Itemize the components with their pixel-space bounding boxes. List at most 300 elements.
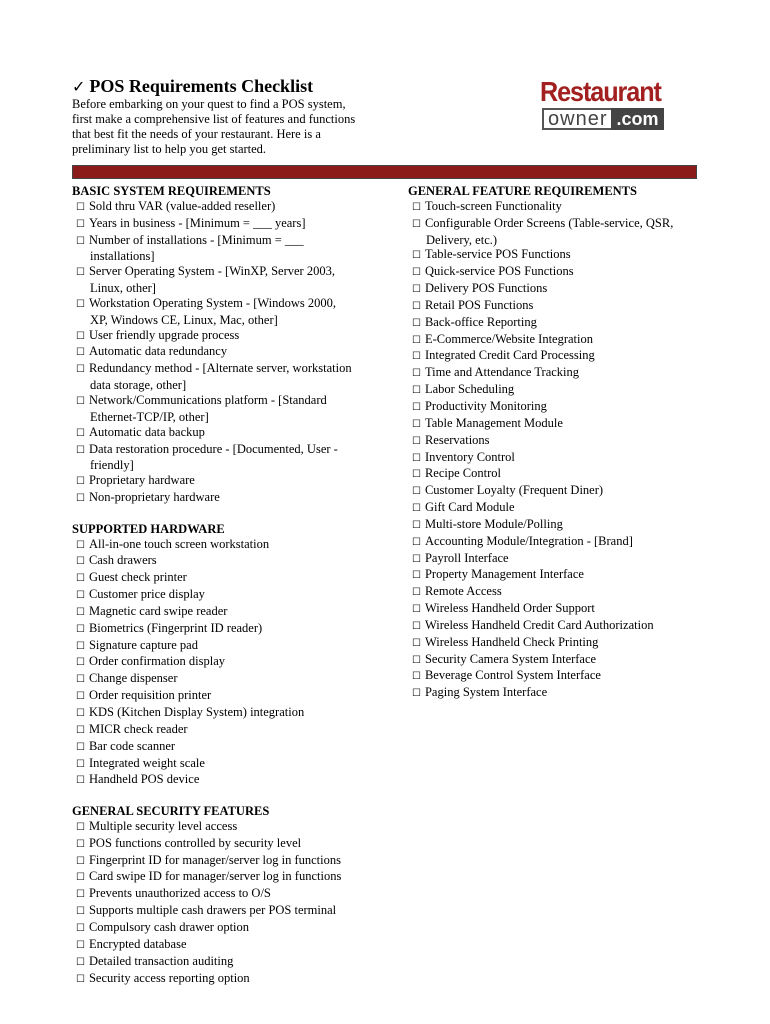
checklist-item-line <box>408 450 708 467</box>
checklist-item-line <box>72 442 392 459</box>
checklist-item-line <box>72 216 392 233</box>
checklist-item-text: Accounting Module/Integration - [Brand] <box>424 533 633 548</box>
checkbox-icon[interactable]: ☐ <box>76 267 85 279</box>
checklist-item <box>72 621 392 638</box>
checklist-item-line <box>408 399 708 416</box>
checklist-item-text: Integrated Credit Card Processing <box>424 348 595 363</box>
checklist-item-text: Cash drawers <box>88 553 157 568</box>
checkbox-icon[interactable]: ☐ <box>412 317 421 329</box>
checklist-item-text: Card swipe ID for manager/server log in functions <box>88 869 342 884</box>
checklist-item-text: Beverage Control System Interface <box>424 668 601 683</box>
checkbox-icon[interactable]: ☐ <box>76 855 85 867</box>
checklist-item-text: Sold thru VAR (value-added reseller) <box>88 198 276 213</box>
checkbox-icon[interactable]: ☐ <box>412 368 421 380</box>
checklist-item-line <box>408 264 708 281</box>
checklist-item-text: Delivery, etc.) <box>426 232 498 247</box>
checklist-item-text: Labor Scheduling <box>424 382 515 397</box>
checklist-item-line <box>72 772 392 789</box>
checklist-item-line <box>72 937 392 954</box>
checklist-item-line <box>408 567 708 584</box>
checklist-item-line <box>408 601 708 618</box>
checklist-item <box>72 739 392 756</box>
checkbox-icon[interactable]: ☐ <box>412 604 421 616</box>
checkbox-icon[interactable]: ☐ <box>76 741 85 753</box>
checklist-item <box>72 264 392 296</box>
checklist-item-line <box>408 635 708 652</box>
checklist-item-line <box>72 739 392 756</box>
checkbox-icon[interactable]: ☐ <box>76 889 85 901</box>
checklist-item-text: Wireless Handheld Credit Card Authorization <box>424 617 654 632</box>
checklist-item-text: Prevents unauthorized access to O/S <box>88 886 271 901</box>
checkbox-icon[interactable]: ☐ <box>76 427 85 439</box>
checklist-item-text: Payroll Interface <box>424 550 509 565</box>
checklist-item-text: Remote Access <box>424 584 502 599</box>
checklist-item-line <box>408 382 708 399</box>
checklist-item <box>408 601 708 618</box>
checkbox-icon[interactable]: ☐ <box>76 347 85 359</box>
checklist-item <box>72 671 392 688</box>
checkbox-icon[interactable]: ☐ <box>76 657 85 669</box>
checklist-item-text: Configurable Order Screens (Table-service, QSR, <box>424 215 674 230</box>
checklist-item-continuation <box>72 313 392 328</box>
checklist-item <box>72 756 392 773</box>
checklist-item <box>408 264 708 281</box>
checklist-item-line <box>72 853 392 870</box>
checklist-item-text: Integrated weight scale <box>88 755 205 770</box>
checklist-item-text: Security access reporting option <box>88 970 250 985</box>
basic-items-list <box>72 199 392 507</box>
checklist-item <box>72 772 392 789</box>
section-heading-features: GENERAL FEATURE REQUIREMENTS <box>408 184 637 198</box>
checklist-item <box>72 920 392 937</box>
section-gap <box>72 789 392 804</box>
checklist-item-text: Table Management Module <box>424 415 563 430</box>
checklist-item <box>72 886 392 903</box>
page-title <box>72 76 313 97</box>
section-gap <box>72 507 392 522</box>
checklist-item-text: Inventory Control <box>424 449 515 464</box>
checklist-item-text: Multi-store Module/Polling <box>424 516 563 531</box>
checkbox-icon[interactable]: ☐ <box>76 956 85 968</box>
checkbox-icon[interactable]: ☐ <box>76 691 85 703</box>
checklist-item-continuation <box>72 281 392 296</box>
checkbox-icon[interactable]: ☐ <box>412 654 421 666</box>
checklist-item-line <box>408 416 708 433</box>
checklist-item-line <box>408 199 708 216</box>
checklist-item-line <box>72 819 392 836</box>
checkbox-icon[interactable]: ☐ <box>76 201 85 213</box>
logo-restaurant-text: Restaurant <box>540 76 661 107</box>
checklist-item <box>72 233 392 265</box>
checklist-item-text: data storage, other] <box>90 378 187 393</box>
checklist-item-text: Guest check printer <box>88 570 187 585</box>
checkbox-icon[interactable]: ☐ <box>76 674 85 686</box>
checklist-item <box>72 199 392 216</box>
checkbox-icon[interactable]: ☐ <box>412 587 421 599</box>
checkbox-icon[interactable]: ☐ <box>412 201 421 213</box>
intro-line: preliminary list to help you get started. <box>72 142 267 156</box>
checklist-item-line <box>72 587 392 604</box>
checklist-item-text: Number of installations - [Minimum = ___ <box>88 232 304 247</box>
checklist-item-text: Order confirmation display <box>88 654 226 669</box>
intro-line: Before embarking on your quest to find a POS system, <box>72 97 346 111</box>
security-items-list <box>72 819 392 987</box>
checklist-item <box>72 688 392 705</box>
checkbox-icon[interactable]: ☐ <box>412 218 421 230</box>
checklist-item <box>72 393 392 425</box>
checklist-item-line <box>72 604 392 621</box>
checklist-item-line <box>72 722 392 739</box>
checklist-item <box>408 332 708 349</box>
intro-paragraph <box>72 97 372 157</box>
checklist-item-text: Supports multiple cash drawers per POS terminal <box>88 903 337 918</box>
checklist-item-text: Time and Attendance Tracking <box>424 365 580 380</box>
checklist-item <box>408 315 708 332</box>
checkbox-icon[interactable]: ☐ <box>412 486 421 498</box>
checklist-item-line <box>408 551 708 568</box>
checklist-item <box>72 836 392 853</box>
checklist-item-line <box>408 466 708 483</box>
logo-com-text: .com <box>611 108 663 130</box>
checkbox-icon[interactable]: ☐ <box>76 758 85 770</box>
right-column <box>408 184 708 702</box>
checklist-item <box>408 365 708 382</box>
checklist-item <box>72 490 392 507</box>
checklist-item-line <box>408 534 708 551</box>
checklist-item <box>72 328 392 345</box>
checklist-item-text: Linux, other] <box>90 281 156 296</box>
checklist-item <box>408 450 708 467</box>
checklist-item <box>408 517 708 534</box>
section-divider-bar <box>72 165 697 179</box>
checklist-item <box>72 361 392 393</box>
checklist-item-text: Biometrics (Fingerprint ID reader) <box>88 620 263 635</box>
checklist-item-text: Redundancy method - [Alternate server, workstation <box>88 361 352 376</box>
checklist-item <box>72 654 392 671</box>
checklist-item <box>72 442 392 474</box>
checklist-item <box>408 416 708 433</box>
checklist-item <box>72 903 392 920</box>
checklist-item-line <box>408 348 708 365</box>
checklist-item <box>408 685 708 702</box>
checklist-item <box>408 348 708 365</box>
checklist-item <box>408 433 708 450</box>
checklist-item-text: Encrypted database <box>88 936 187 951</box>
checklist-item <box>72 425 392 442</box>
checkbox-icon[interactable]: ☐ <box>76 493 85 505</box>
checklist-item-text: Server Operating System - [WinXP, Server 2003, <box>88 264 335 279</box>
checklist-item-text: All-in-one touch screen workstation <box>88 536 270 551</box>
checklist-item <box>408 483 708 500</box>
checklist-item-line <box>72 688 392 705</box>
checklist-item-text: MICR check reader <box>88 721 188 736</box>
checkbox-icon[interactable]: ☐ <box>76 906 85 918</box>
checklist-item <box>408 216 708 248</box>
checklist-item-text: User friendly upgrade process <box>88 327 240 342</box>
checklist-item-text: KDS (Kitchen Display System) integration <box>88 705 305 719</box>
checklist-item-line <box>72 920 392 937</box>
checklist-item-text: friendly] <box>90 458 134 473</box>
checklist-item-continuation <box>72 378 392 393</box>
checkbox-icon[interactable]: ☐ <box>412 250 421 262</box>
checklist-item-text: Workstation Operating System - [Windows 2000, <box>88 295 337 310</box>
checklist-item-text: Magnetic card swipe reader <box>88 603 228 618</box>
checklist-item-text: Automatic data backup <box>88 424 205 439</box>
checkbox-icon[interactable]: ☐ <box>76 606 85 618</box>
checklist-item-text: Detailed transaction auditing <box>88 953 234 968</box>
checklist-item <box>72 604 392 621</box>
checkbox-icon[interactable]: ☐ <box>76 444 85 456</box>
checklist-item <box>72 553 392 570</box>
checkbox-icon[interactable]: ☐ <box>412 351 421 363</box>
checklist-item-line <box>408 618 708 635</box>
checkbox-icon[interactable]: ☐ <box>76 872 85 884</box>
checklist-item <box>408 668 708 685</box>
checklist-item <box>72 638 392 655</box>
checklist-item-line <box>408 584 708 601</box>
checklist-item-line <box>72 903 392 920</box>
checkbox-icon[interactable]: ☐ <box>76 775 85 787</box>
checklist-item-text: Gift Card Module <box>424 500 515 515</box>
checklist-item-text: Delivery POS Functions <box>424 281 548 296</box>
checklist-item-line <box>72 954 392 971</box>
checklist-item-text: Wireless Handheld Check Printing <box>424 634 599 649</box>
checkbox-icon[interactable]: ☐ <box>412 267 421 279</box>
checklist-item-line <box>72 705 392 722</box>
checklist-item-text: Table-service POS Functions <box>424 247 571 262</box>
checklist-item-line <box>72 971 392 988</box>
checkbox-icon[interactable]: ☐ <box>76 539 85 551</box>
checklist-item-text: Proprietary hardware <box>88 473 195 488</box>
checkbox-icon[interactable]: ☐ <box>412 401 421 413</box>
checklist-item-line <box>72 393 392 410</box>
checklist-item-text: Handheld POS device <box>88 772 200 787</box>
checkbox-icon[interactable]: ☐ <box>76 218 85 230</box>
checklist-item <box>408 399 708 416</box>
checklist-item <box>408 199 708 216</box>
checklist-item <box>72 705 392 722</box>
checklist-item-line <box>72 233 392 250</box>
checklist-item <box>408 551 708 568</box>
checklist-item-text: Non-proprietary hardware <box>88 490 220 505</box>
checklist-item <box>408 584 708 601</box>
checklist-item <box>72 971 392 988</box>
checkbox-icon[interactable]: ☐ <box>76 922 85 934</box>
checkbox-icon[interactable]: ☐ <box>76 395 85 407</box>
checklist-item-text: Change dispenser <box>88 671 178 686</box>
checklist-item-text: Automatic data redundancy <box>88 344 228 359</box>
checkbox-icon[interactable]: ☐ <box>76 724 85 736</box>
checkbox-icon[interactable]: ☐ <box>76 708 85 719</box>
checklist-item-line <box>72 570 392 587</box>
checklist-item <box>408 635 708 652</box>
checklist-item-line <box>72 473 392 490</box>
checkbox-icon[interactable]: ☐ <box>412 334 421 346</box>
checklist-item-text: XP, Windows CE, Linux, Mac, other] <box>90 312 278 327</box>
checkbox-icon[interactable]: ☐ <box>412 284 421 296</box>
checklist-item-line <box>72 886 392 903</box>
checklist-item-line <box>72 553 392 570</box>
checklist-item <box>72 869 392 886</box>
checklist-item-text: E-Commerce/Website Integration <box>424 331 593 346</box>
checklist-item-text: Multiple security level access <box>88 818 238 833</box>
checklist-item <box>72 296 392 328</box>
section-heading-security: GENERAL SECURITY FEATURES <box>72 804 270 819</box>
checkbox-icon[interactable]: ☐ <box>76 573 85 585</box>
checkbox-icon[interactable]: ☐ <box>76 556 85 568</box>
checkbox-icon[interactable]: ☐ <box>412 469 421 481</box>
checklist-item <box>408 534 708 551</box>
checklist-item <box>408 466 708 483</box>
section-heading-basic: BASIC SYSTEM REQUIREMENTS <box>72 184 271 198</box>
checkbox-icon[interactable]: ☐ <box>76 821 85 833</box>
checklist-item <box>72 819 392 836</box>
checklist-item-line <box>72 621 392 638</box>
checkbox-icon[interactable]: ☐ <box>412 536 421 548</box>
checklist-item-text: Quick-service POS Functions <box>424 264 574 279</box>
checklist-item-line <box>72 264 392 281</box>
checklist-item-line <box>408 247 708 264</box>
checkbox-icon[interactable]: ☐ <box>412 519 421 531</box>
checklist-item <box>408 618 708 635</box>
checklist-item <box>72 937 392 954</box>
checkbox-icon[interactable]: ☐ <box>412 637 421 649</box>
checklist-item-text: Fingerprint ID for manager/server log in functions <box>88 852 341 867</box>
checkbox-icon[interactable]: ☐ <box>412 503 421 515</box>
checklist-item-line <box>408 668 708 685</box>
checklist-item-text: Order requisition printer <box>88 688 212 703</box>
checklist-item-text: Bar code scanner <box>88 738 176 753</box>
checklist-item <box>72 722 392 739</box>
checklist-item-line <box>408 315 708 332</box>
left-column <box>72 184 392 987</box>
checkbox-icon[interactable]: ☐ <box>76 939 85 951</box>
checkbox-icon[interactable]: ☐ <box>412 671 421 683</box>
checklist-item <box>408 500 708 517</box>
checklist-item <box>72 344 392 361</box>
checklist-item-line <box>72 836 392 853</box>
checkbox-icon[interactable]: ☐ <box>76 973 85 985</box>
checkbox-icon[interactable]: ☐ <box>412 553 421 565</box>
checkbox-icon[interactable]: ☐ <box>412 620 421 632</box>
checklist-item-line <box>408 483 708 500</box>
checkbox-icon[interactable]: ☐ <box>412 418 421 430</box>
checkbox-icon[interactable]: ☐ <box>412 570 421 582</box>
checklist-item-text: Data restoration procedure - [Documented, User - <box>88 441 338 456</box>
checklist-item-text: Compulsory cash drawer option <box>88 919 250 934</box>
page-title-text: POS Requirements Checklist <box>89 76 314 96</box>
feature-items-list <box>408 199 708 702</box>
checkbox-icon[interactable]: ☐ <box>412 688 421 700</box>
checklist-item-text: Security Camera System Interface <box>424 651 597 666</box>
checklist-item-line <box>72 638 392 655</box>
checkbox-icon[interactable]: ☐ <box>412 385 421 397</box>
checklist-item-line <box>72 199 392 216</box>
checklist-item-text: Signature capture pad <box>88 637 198 652</box>
checklist-item <box>72 570 392 587</box>
checkmark-icon: ✓ <box>72 77 86 96</box>
checklist-item <box>408 247 708 264</box>
checkbox-icon[interactable]: ☐ <box>76 476 85 488</box>
checklist-item-text: Touch-screen Functionality <box>424 198 562 213</box>
checklist-item-text: Reservations <box>424 432 490 447</box>
checkbox-icon[interactable]: ☐ <box>76 298 85 310</box>
intro-line: first make a comprehensive list of features and functions <box>72 112 356 126</box>
checklist-item-line <box>408 281 708 298</box>
checklist-item <box>72 587 392 604</box>
checklist-item-continuation <box>72 249 392 264</box>
checklist-item-text: Ethernet-TCP/IP, other] <box>90 409 209 424</box>
checklist-item-line <box>72 671 392 688</box>
logo-owner-com <box>542 108 664 130</box>
checklist-item-line <box>408 365 708 382</box>
restaurant-owner-logo <box>540 77 690 132</box>
checklist-item <box>72 216 392 233</box>
checklist-item-line <box>408 433 708 450</box>
section-heading-hardware: SUPPORTED HARDWARE <box>72 521 225 536</box>
checklist-item <box>72 473 392 490</box>
checkbox-icon[interactable]: ☐ <box>76 640 85 652</box>
checklist-item-continuation <box>72 410 392 425</box>
checklist-item-continuation <box>72 458 392 473</box>
logo-owner-text: owner <box>542 108 611 130</box>
checklist-item-line <box>408 685 708 702</box>
checklist-item-line <box>408 500 708 517</box>
checklist-item-line <box>408 517 708 534</box>
checklist-item-line <box>408 332 708 349</box>
checklist-item-text: Paging System Interface <box>424 685 548 700</box>
checklist-item-line <box>72 361 392 378</box>
checklist-item-line <box>72 756 392 773</box>
checklist-item-text: Network/Communications platform - [Standard <box>88 392 327 407</box>
checklist-item-line <box>408 298 708 315</box>
checklist-item-text: Years in business - [Minimum = ___ years] <box>88 215 306 230</box>
checklist-item-text: Customer price display <box>88 587 205 602</box>
checklist-item <box>408 567 708 584</box>
checkbox-icon[interactable]: ☐ <box>412 300 421 312</box>
checklist-item-line <box>72 537 392 554</box>
checkbox-icon[interactable]: ☐ <box>76 235 85 247</box>
checklist-item-line <box>72 490 392 507</box>
checklist-item-line <box>72 654 392 671</box>
checklist-item-line <box>72 344 392 361</box>
checklist-item <box>72 537 392 554</box>
checklist-item <box>408 652 708 669</box>
checklist-item <box>72 853 392 870</box>
checklist-item-text: Property Management Interface <box>424 567 584 582</box>
checklist-item-text: Back-office Reporting <box>424 314 537 329</box>
checkbox-icon[interactable]: ☐ <box>412 435 421 447</box>
intro-line: that best fit the needs of your restaurant. Here is a <box>72 127 321 141</box>
checklist-item-text: POS functions controlled by security level <box>88 835 302 850</box>
checkbox-icon[interactable]: ☐ <box>76 838 85 850</box>
checklist-item-line <box>72 296 392 313</box>
checkbox-icon[interactable]: ☐ <box>76 330 85 342</box>
checklist-item-text: Recipe Control <box>424 466 501 481</box>
checkbox-icon[interactable]: ☐ <box>76 364 85 376</box>
checklist-item-text: Customer Loyalty (Frequent Diner) <box>424 483 604 498</box>
checkbox-icon[interactable]: ☐ <box>76 623 85 635</box>
checklist-item-line <box>72 869 392 886</box>
checklist-item <box>408 281 708 298</box>
checklist-item-text: Retail POS Functions <box>424 297 534 312</box>
hardware-items-list <box>72 537 392 790</box>
checkbox-icon[interactable]: ☐ <box>76 590 85 602</box>
checklist-item <box>408 298 708 315</box>
checklist-item-text: Productivity Monitoring <box>424 398 547 413</box>
checkbox-icon[interactable]: ☐ <box>412 452 421 464</box>
checklist-item-continuation <box>408 233 708 248</box>
